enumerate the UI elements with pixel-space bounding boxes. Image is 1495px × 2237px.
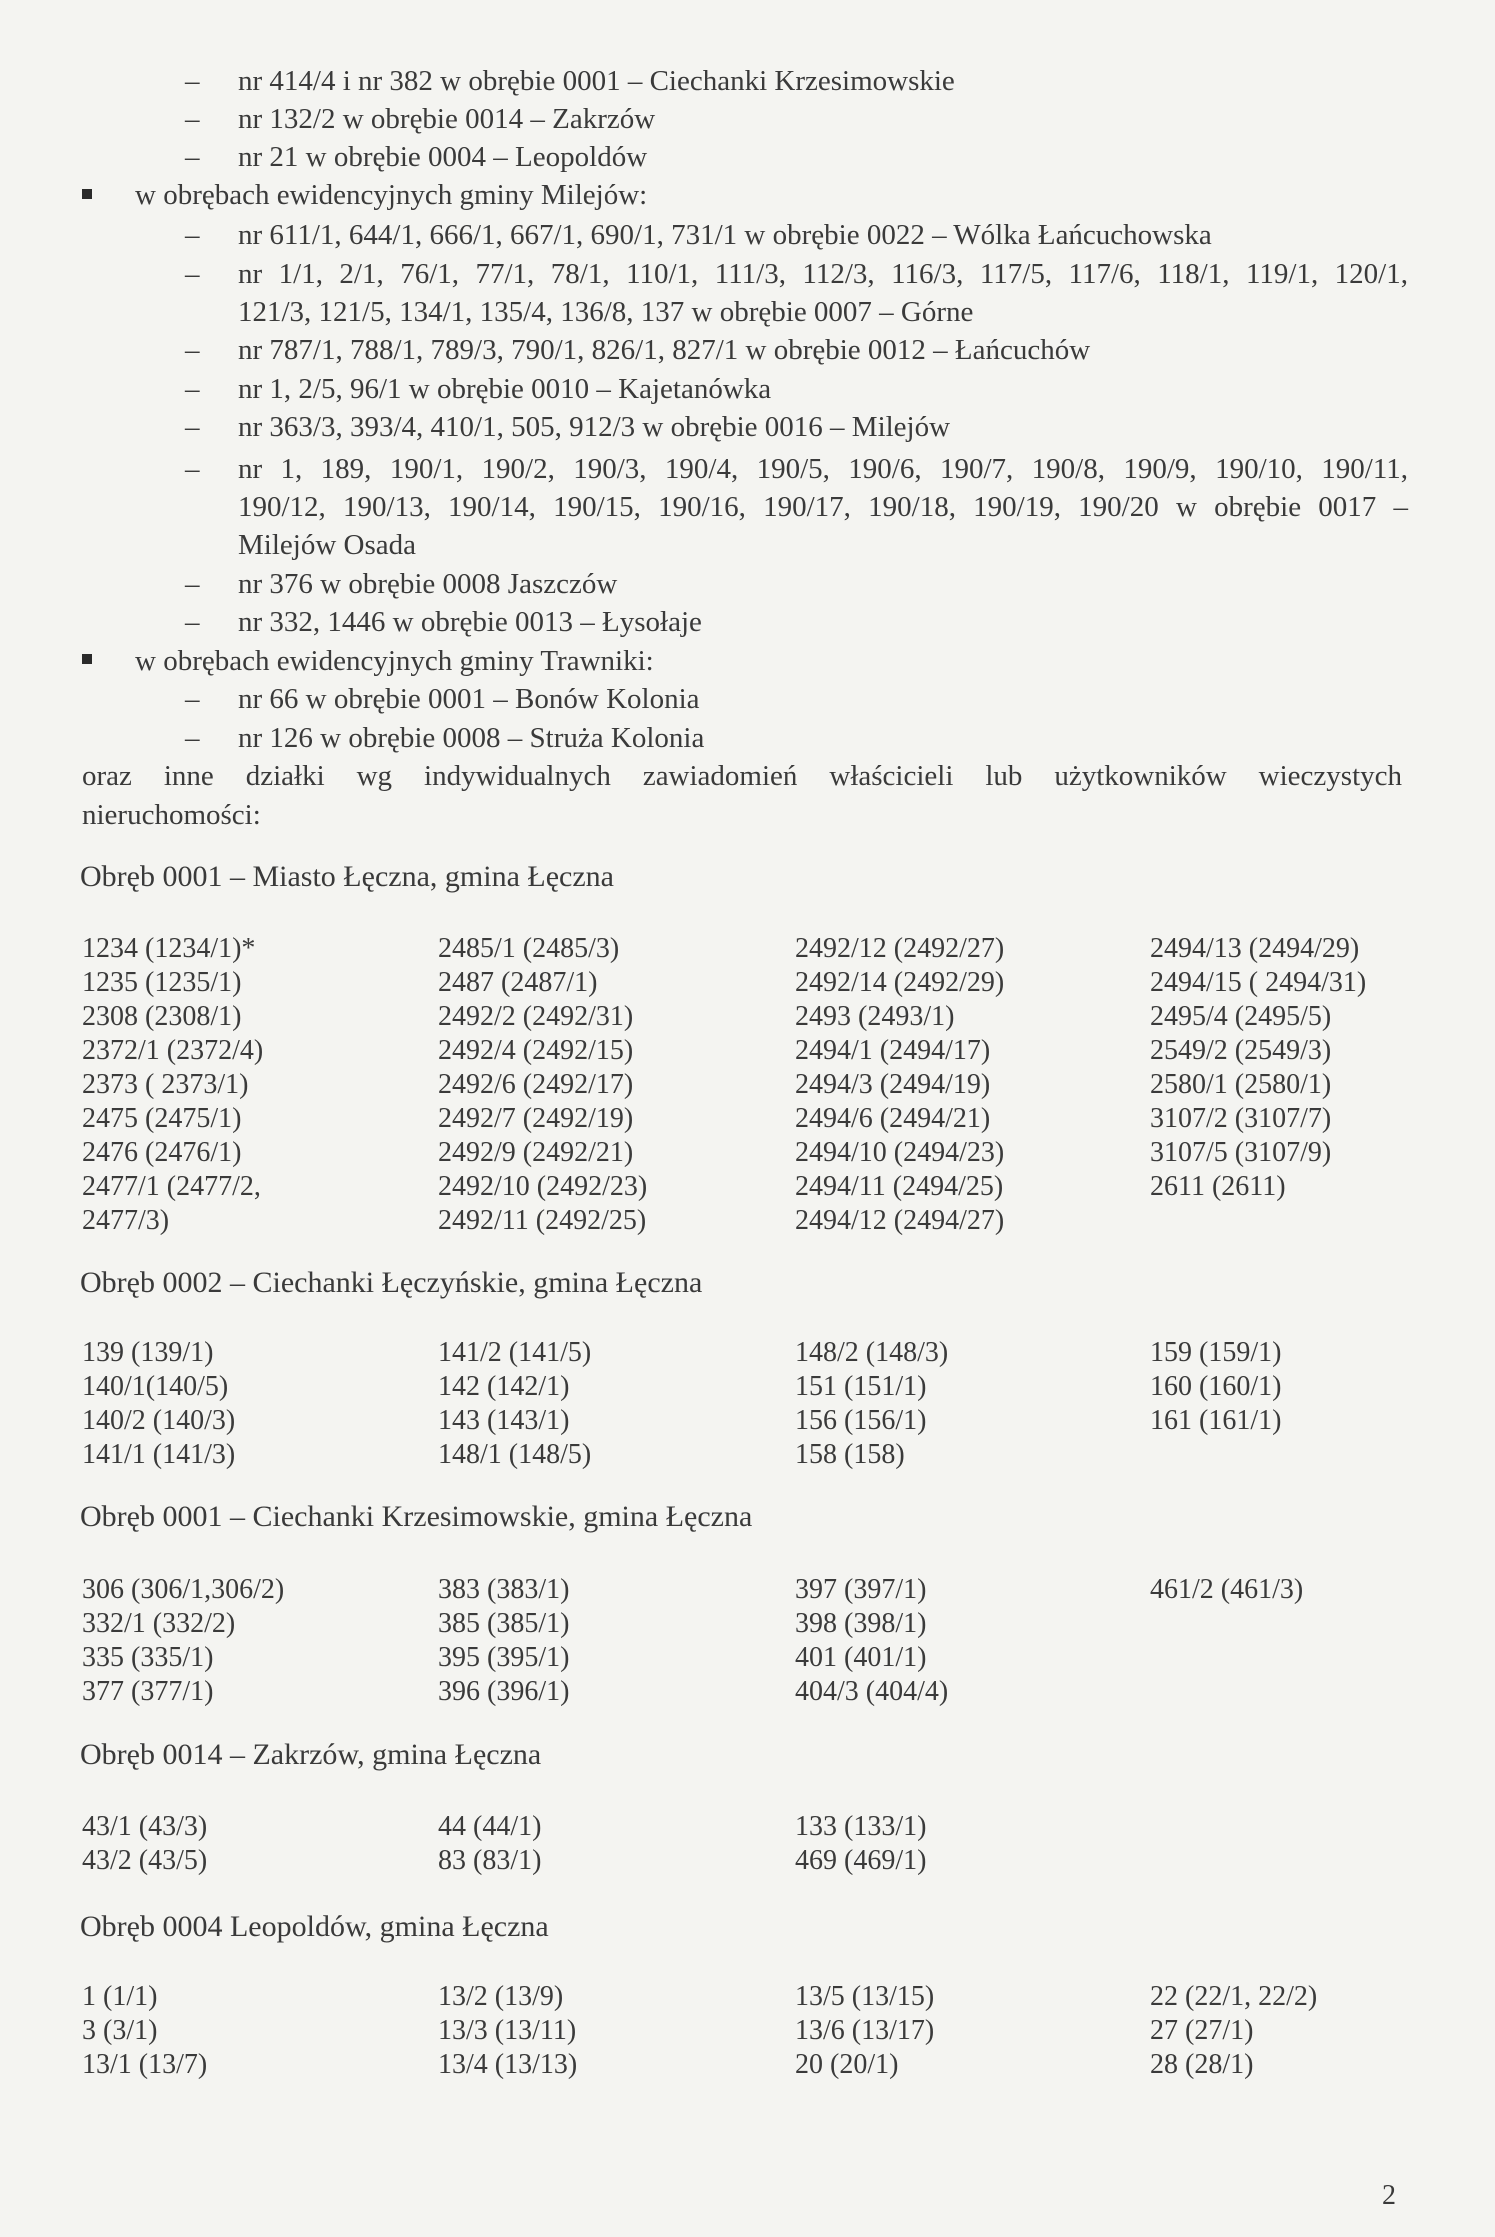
page-number: 2: [1382, 2180, 1396, 2211]
parcel-entry: 2485/1 (2485/3): [438, 933, 620, 964]
parcel-entry: 2494/13 (2494/29): [1150, 933, 1360, 964]
parcel-entry: 332/1 (332/2): [82, 1608, 236, 1639]
parcel-entry: 2611 (2611): [1150, 1171, 1286, 1202]
parcel-entry: 3107/5 (3107/9): [1150, 1137, 1332, 1168]
parcel-entry: 2494/10 (2494/23): [795, 1137, 1005, 1168]
list-item: nr 126 w obrębie 0008 – Struża Kolonia: [238, 722, 705, 754]
parcel-entry: 148/2 (148/3): [795, 1337, 949, 1368]
dash-marker: –: [185, 334, 200, 366]
dash-marker: –: [185, 568, 200, 600]
parcel-entry: 2494/6 (2494/21): [795, 1103, 991, 1134]
dash-marker: –: [185, 606, 200, 638]
list-item: nr 363/3, 393/4, 410/1, 505, 912/3 w obrębie 0016 – Milejów: [238, 411, 951, 443]
parcel-entry: 2492/10 (2492/23): [438, 1171, 648, 1202]
parcel-entry: 2477/3): [82, 1205, 170, 1236]
parcel-entry: 20 (20/1): [795, 2049, 899, 2080]
parcel-entry: 13/4 (13/13): [438, 2049, 578, 2080]
parcel-entry: 160 (160/1): [1150, 1371, 1282, 1402]
parcel-entry: 3107/2 (3107/7): [1150, 1103, 1332, 1134]
dash-marker: –: [185, 722, 200, 754]
section-heading: Obręb 0001 – Miasto Łęczna, gmina Łęczna: [80, 860, 614, 893]
parcel-entry: 377 (377/1): [82, 1676, 214, 1707]
closing-paragraph-line: oraz inne działki wg indywidualnych zawiadomień właścicieli lub użytkowników wieczystych: [82, 760, 1402, 792]
parcel-entry: 2373 ( 2373/1): [82, 1069, 249, 1100]
closing-paragraph-line: nieruchomości:: [82, 799, 261, 831]
parcel-entry: 156 (156/1): [795, 1405, 927, 1436]
dash-marker: –: [185, 258, 200, 290]
parcel-entry: 141/2 (141/5): [438, 1337, 592, 1368]
bullet-icon: [82, 654, 92, 664]
section-header-milejow: w obrębach ewidencyjnych gminy Milejów:: [135, 179, 648, 211]
dash-marker: –: [185, 373, 200, 405]
parcel-entry: 2492/14 (2492/29): [795, 967, 1005, 998]
parcel-entry: 2494/15 ( 2494/31): [1150, 967, 1367, 998]
parcel-entry: 28 (28/1): [1150, 2049, 1254, 2080]
parcel-entry: 161 (161/1): [1150, 1405, 1282, 1436]
parcel-entry: 140/1(140/5): [82, 1371, 229, 1402]
section-header-trawniki: w obrębach ewidencyjnych gminy Trawniki:: [135, 645, 654, 677]
parcel-entry: 2492/9 (2492/21): [438, 1137, 634, 1168]
parcel-entry: 83 (83/1): [438, 1845, 542, 1876]
parcel-entry: 1235 (1235/1): [82, 967, 242, 998]
parcel-entry: 2494/11 (2494/25): [795, 1171, 1004, 1202]
list-item: nr 611/1, 644/1, 666/1, 667/1, 690/1, 731/1 w obrębie 0022 – Wólka Łańcuchowska: [238, 219, 1212, 251]
parcel-entry: 2495/4 (2495/5): [1150, 1001, 1332, 1032]
parcel-entry: 148/1 (148/5): [438, 1439, 592, 1470]
bullet-icon: [82, 189, 92, 199]
parcel-entry: 383 (383/1): [438, 1574, 570, 1605]
parcel-entry: 22 (22/1, 22/2): [1150, 1981, 1318, 2012]
parcel-entry: 151 (151/1): [795, 1371, 927, 1402]
parcel-entry: 2580/1 (2580/1): [1150, 1069, 1332, 1100]
parcel-entry: 2492/2 (2492/31): [438, 1001, 634, 1032]
list-item: nr 1/1, 2/1, 76/1, 77/1, 78/1, 110/1, 111/3, 112/3, 116/3, 117/5, 117/6, 118/1, 119/1, 120/1,: [238, 258, 1408, 290]
list-item: nr 332, 1446 w obrębie 0013 – Łysołaje: [238, 606, 702, 638]
parcel-entry: 2308 (2308/1): [82, 1001, 242, 1032]
parcel-entry: 469 (469/1): [795, 1845, 927, 1876]
parcel-entry: 385 (385/1): [438, 1608, 570, 1639]
parcel-entry: 396 (396/1): [438, 1676, 570, 1707]
parcel-entry: 2493 (2493/1): [795, 1001, 955, 1032]
parcel-entry: 398 (398/1): [795, 1608, 927, 1639]
parcel-entry: 2475 (2475/1): [82, 1103, 242, 1134]
parcel-entry: 2487 (2487/1): [438, 967, 598, 998]
parcel-entry: 2492/12 (2492/27): [795, 933, 1005, 964]
parcel-entry: 2492/11 (2492/25): [438, 1205, 647, 1236]
parcel-entry: 13/3 (13/11): [438, 2015, 577, 2046]
parcel-entry: 133 (133/1): [795, 1811, 927, 1842]
parcel-entry: 27 (27/1): [1150, 2015, 1254, 2046]
parcel-entry: 1 (1/1): [82, 1981, 158, 2012]
parcel-entry: 44 (44/1): [438, 1811, 542, 1842]
dash-marker: –: [185, 411, 200, 443]
section-heading: Obręb 0002 – Ciechanki Łęczyńskie, gmina Łęczna: [80, 1266, 703, 1299]
parcel-entry: 159 (159/1): [1150, 1337, 1282, 1368]
list-item: nr 1, 189, 190/1, 190/2, 190/3, 190/4, 190/5, 190/6, 190/7, 190/8, 190/9, 190/10, 190/11,: [238, 453, 1408, 485]
list-item: nr 132/2 w obrębie 0014 – Zakrzów: [238, 103, 656, 135]
dash-marker: –: [185, 141, 200, 173]
list-item-continuation: Milejów Osada: [238, 529, 416, 561]
parcel-entry: 404/3 (404/4): [795, 1676, 949, 1707]
list-item: nr 414/4 i nr 382 w obrębie 0001 – Ciechanki Krzesimowskie: [238, 65, 955, 97]
parcel-entry: 158 (158): [795, 1439, 905, 1470]
parcel-entry: 335 (335/1): [82, 1642, 214, 1673]
parcel-entry: 142 (142/1): [438, 1371, 570, 1402]
list-item-continuation: 121/3, 121/5, 134/1, 135/4, 136/8, 137 w obrębie 0007 – Górne: [238, 296, 974, 328]
parcel-entry: 13/6 (13/17): [795, 2015, 935, 2046]
parcel-entry: 395 (395/1): [438, 1642, 570, 1673]
parcel-entry: 13/2 (13/9): [438, 1981, 564, 2012]
parcel-entry: 306 (306/1,306/2): [82, 1574, 285, 1605]
dash-marker: –: [185, 103, 200, 135]
section-heading: Obręb 0001 – Ciechanki Krzesimowskie, gmina Łęczna: [80, 1500, 753, 1533]
list-item-continuation: 190/12, 190/13, 190/14, 190/15, 190/16, 190/17, 190/18, 190/19, 190/20 w obrębie 0017 –: [238, 491, 1408, 523]
parcel-entry: 2494/1 (2494/17): [795, 1035, 991, 1066]
list-item: nr 66 w obrębie 0001 – Bonów Kolonia: [238, 683, 700, 715]
list-item: nr 376 w obrębie 0008 Jaszczów: [238, 568, 618, 600]
parcel-entry: 1234 (1234/1)*: [82, 933, 256, 964]
dash-marker: –: [185, 453, 200, 485]
section-heading: Obręb 0014 – Zakrzów, gmina Łęczna: [80, 1738, 542, 1771]
parcel-entry: 2492/6 (2492/17): [438, 1069, 634, 1100]
parcel-entry: 401 (401/1): [795, 1642, 927, 1673]
dash-marker: –: [185, 65, 200, 97]
list-item: nr 787/1, 788/1, 789/3, 790/1, 826/1, 827/1 w obrębie 0012 – Łańcuchów: [238, 334, 1091, 366]
list-item: nr 21 w obrębie 0004 – Leopoldów: [238, 141, 648, 173]
parcel-entry: 43/1 (43/3): [82, 1811, 208, 1842]
parcel-entry: 141/1 (141/3): [82, 1439, 236, 1470]
parcel-entry: 2372/1 (2372/4): [82, 1035, 264, 1066]
parcel-entry: 140/2 (140/3): [82, 1405, 236, 1436]
parcel-entry: 3 (3/1): [82, 2015, 158, 2046]
dash-marker: –: [185, 219, 200, 251]
parcel-entry: 13/1 (13/7): [82, 2049, 208, 2080]
parcel-entry: 43/2 (43/5): [82, 1845, 208, 1876]
parcel-entry: 2494/3 (2494/19): [795, 1069, 991, 1100]
parcel-entry: 2477/1 (2477/2,: [82, 1171, 261, 1202]
parcel-entry: 2492/7 (2492/19): [438, 1103, 634, 1134]
parcel-entry: 461/2 (461/3): [1150, 1574, 1304, 1605]
parcel-entry: 2494/12 (2494/27): [795, 1205, 1005, 1236]
list-item: nr 1, 2/5, 96/1 w obrębie 0010 – Kajetanówka: [238, 373, 772, 405]
parcel-entry: 2549/2 (2549/3): [1150, 1035, 1332, 1066]
parcel-entry: 2492/4 (2492/15): [438, 1035, 634, 1066]
parcel-entry: 139 (139/1): [82, 1337, 214, 1368]
dash-marker: –: [185, 683, 200, 715]
parcel-entry: 397 (397/1): [795, 1574, 927, 1605]
parcel-entry: 13/5 (13/15): [795, 1981, 935, 2012]
section-heading: Obręb 0004 Leopoldów, gmina Łęczna: [80, 1910, 549, 1943]
parcel-entry: 143 (143/1): [438, 1405, 570, 1436]
parcel-entry: 2476 (2476/1): [82, 1137, 242, 1168]
